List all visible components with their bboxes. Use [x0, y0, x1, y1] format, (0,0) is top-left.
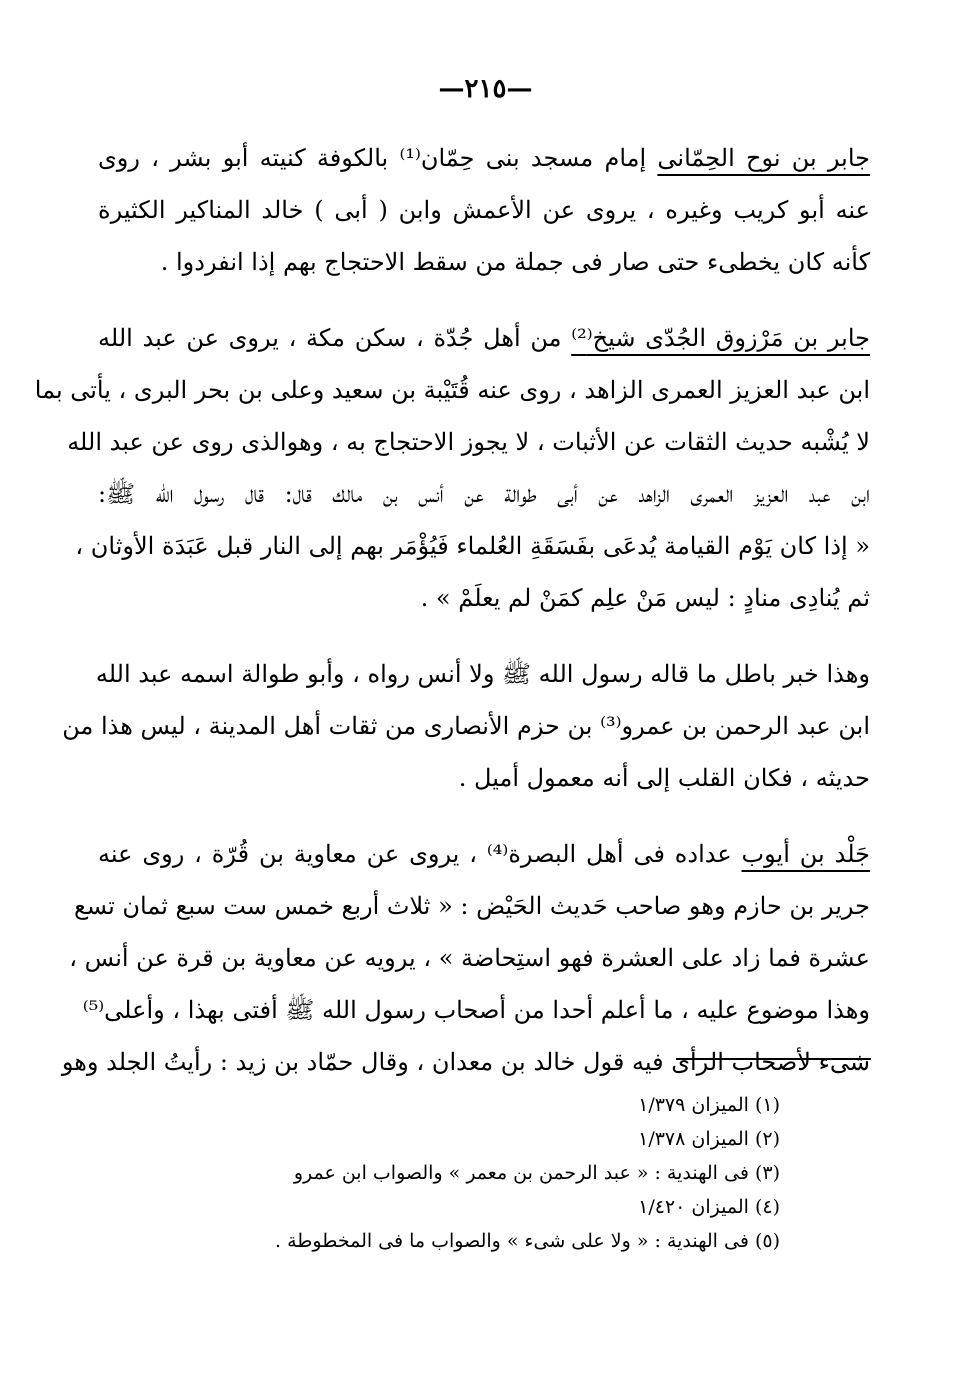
text-line: جابر بن نوح الحِمّانى إمام مسجد بنى حِمّان⁽¹⁾ بالكوفة كنيته أبو بشر ، روى	[98, 144, 870, 172]
entry-heading: جابر بن مَرْزوق الجُدّى شيخ⁽²⁾	[571, 324, 870, 352]
footnote-4: (٤) الميزان ١/٤٢٠	[638, 1196, 780, 1218]
text-line: ابن عبد العزيز العمرى الزاهد ، روى عنه قُتَيْبة بن سعيد وعلى بن بحر البرى ، يأتى بما	[34, 376, 870, 404]
text-line: جرير بن حازم وهو صاحب حَديث الحَيْض : « ثلاث أربع خمس ست سبع ثمان تسع	[73, 892, 870, 920]
text-line: ابن عبد العزيز العمرى الزاهد عن أبى طوالة عن أنس بن مالك قال: قال رسول الله ﷺ:	[98, 480, 870, 508]
text-line: كأنه كان يخطىء حتى صار فى جملة من سقط الاحتجاج بهم إذا انفردوا .	[160, 248, 870, 276]
text-line: عنه أبو كريب وغيره ، يروى عن الأعمش وابن ( أبى ) خالد المناكير الكثيرة	[98, 196, 870, 224]
text-line: « إذا كان يَوْم القيامة يُدعَى بفَسَقَةِ العُلماء فَيُؤْمَر بهم إلى النار قبل عَبَدَة الأوثان ،	[75, 532, 870, 560]
footnote-1: (١) الميزان ١/٣٧٩	[638, 1094, 780, 1116]
entry-jabir-ibn-nuh	[98, 132, 870, 288]
entry-jald-ibn-ayyub	[61, 828, 870, 1088]
text-line: وهذا موضوع عليه ، ما أعلم أحدا من أصحاب رسول الله ﷺ أفتى بهذا ، وأعلى⁽⁵⁾	[82, 996, 870, 1024]
text-line: جَلْد بن أيوب عداده فى أهل البصرة⁽⁴⁾ ، يروى عن معاوية بن قُرّة ، روى عنه	[98, 840, 870, 868]
entry-heading: جابر بن نوح الحِمّانى	[657, 144, 870, 172]
commentary-paragraph	[62, 648, 870, 804]
text-line: ابن عبد الرحمن بن عمرو⁽³⁾ بن حزم الأنصارى من ثقات أهل المدينة ، ليس هذا من	[62, 712, 870, 740]
text-line: وهذا خبر باطل ما قاله رسول الله ﷺ ولا أنس رواه ، وأبو طوالة اسمه عبد الله	[95, 660, 870, 688]
entry-jabir-ibn-marzuq	[34, 312, 870, 624]
footnote-2: (٢) الميزان ١/٣٧٨	[638, 1128, 780, 1150]
text-line: لا يُشْبه حديث الثقات عن الأثبات ، لا يجوز الاحتجاج به ، وهوالذى روى عن عبد الله	[67, 428, 870, 456]
footnote-divider	[676, 1058, 871, 1060]
footnote-5: (٥) فى الهندية : « ولا على شىء » والصواب ما فى المخطوطة .	[275, 1230, 780, 1252]
page-number: —٢١٥—	[438, 74, 533, 104]
text-line: ثم يُنادِى منادٍ : ليس مَنْ علِم كمَنْ لم يعلَمْ » .	[420, 584, 870, 612]
text-line: عشرة فما زاد على العشرة فهو استِحاضة » ، يرويه عن معاوية بن قرة عن أنس ،	[69, 944, 870, 972]
text-line: جابر بن مَرْزوق الجُدّى شيخ⁽²⁾ من أهل جُدّة ، سكن مكة ، يروى عن عبد الله	[98, 324, 870, 352]
footnote-3: (٣) فى الهندية : « عبد الرحمن بن معمر » والصواب ابن عمرو	[293, 1162, 780, 1184]
text-line: شىء لأصحاب الرأى فيه قول خالد بن معدان ، وقال حمّاد بن زيد : رأيتُ الجلد وهو	[61, 1048, 870, 1076]
text-line: حديثه ، فكان القلب إلى أنه معمول أميل .	[458, 764, 870, 792]
main-text	[34, 132, 870, 1112]
footnotes	[100, 1088, 780, 1258]
entry-heading: جَلْد بن أيوب	[741, 840, 870, 868]
